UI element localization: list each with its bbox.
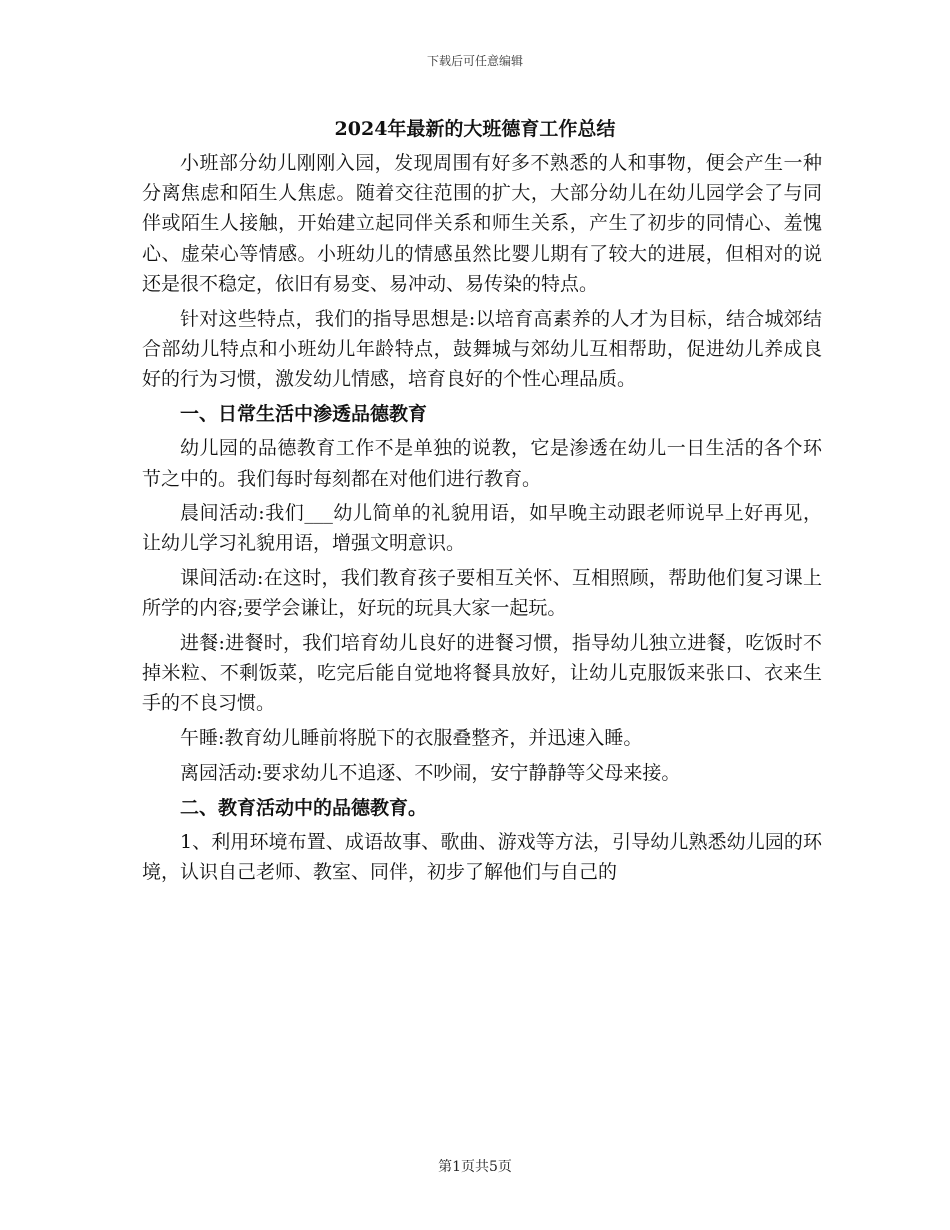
paragraph-morning-activity: 晨间活动:我们___幼儿简单的礼貌用语，如早晚主动跟老师说早上好再见，让幼儿学习礼貌用语，增强文明意识。: [142, 502, 822, 555]
paragraph-guiding-thought: 针对这些特点，我们的指导思想是:以培育高素养的人才为目标，结合城郊结合部幼儿特点和小班幼儿年龄特点，鼓舞城与郊幼儿互相帮助，促进幼儿养成良好的行为习惯，激发幼儿情感，培育良好的个性心理品质。: [142, 307, 822, 390]
paragraph-meals: 进餐:进餐时，我们培育幼儿良好的进餐习惯，指导幼儿独立进餐，吃饭时不掉米粒、不剩饭菜，吃完后能自觉地将餐具放好，让幼儿克服饭来张口、衣来生手的不良习惯。: [142, 632, 822, 715]
paragraph-leaving: 离园活动:要求幼儿不追逐、不吵闹，安宁静静等父母来接。: [180, 761, 681, 784]
paragraph-nap: 午睡:教育幼儿睡前将脱下的衣服叠整齐，并迅速入睡。: [180, 727, 643, 750]
header-note: 下载后可任意编辑: [426, 54, 523, 68]
document-title: 2024年最新的大班德育工作总结: [334, 118, 616, 140]
paragraph-daily-life: 幼儿园的品德教育工作不是单独的说教，它是渗透在幼儿一日生活的各个环节之中的。我们每时每刻都在对他们进行教育。: [142, 437, 822, 490]
paragraph-break-activity: 课间活动:在这时，我们教育孩子要相互关怀、互相照顾，帮助他们复习课上所学的内容;要学会谦让，好玩的玩具大家一起玩。: [142, 567, 822, 620]
paragraph-item-1: 1、利用环境布置、成语故事、歌曲、游戏等方法，引导幼儿熟悉幼儿园的环境，认识自己老师、教室、同伴，初步了解他们与自己的: [142, 831, 822, 884]
document-body: [142, 148, 822, 892]
section-heading-education-activities: 二、教育活动中的品德教育。: [180, 796, 428, 819]
section-heading-daily-life: 一、日常生活中渗透品德教育: [180, 402, 428, 425]
page-number: 第1页共5页: [438, 1159, 512, 1175]
paragraph-intro: 小班部分幼儿刚刚入园，发现周围有好多不熟悉的人和事物，便会产生一种分离焦虑和陌生人焦虑。随着交往范围的扩大，大部分幼儿在幼儿园学会了与同伴或陌生人接触，开始建立起同伴关系和师生关系，产生了初步的同情心、羞愧心、虚荣心等情感。小班幼儿的情感虽然比婴儿期有了较大的进展，但相对的说还是很不稳定，依旧有易变、易冲动、易传染的特点。: [142, 152, 822, 295]
